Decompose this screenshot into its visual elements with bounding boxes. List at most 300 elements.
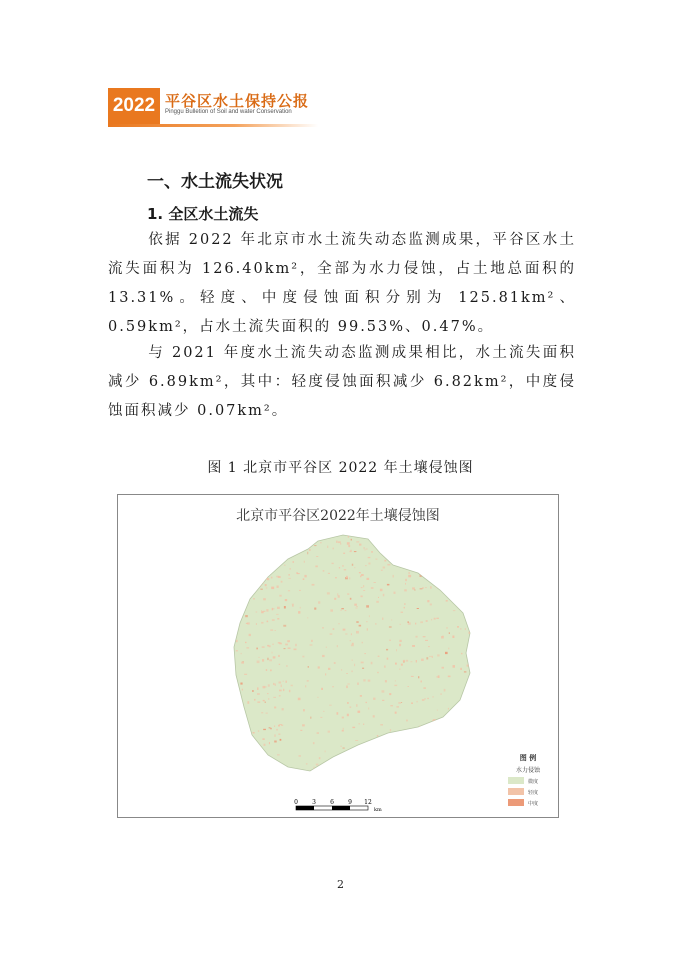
erosion-patch [463,737,464,738]
erosion-patch [450,547,452,549]
erosion-patch [403,660,405,662]
erosion-patch [378,656,380,657]
erosion-patch [408,686,409,687]
erosion-patch [245,642,247,643]
erosion-patch [279,595,281,597]
erosion-patch [431,619,432,621]
erosion-patch [395,663,397,665]
erosion-patch [288,648,291,649]
erosion-patch [428,646,430,647]
erosion-patch [279,724,282,725]
erosion-patch [253,747,254,749]
erosion-patch [462,707,465,708]
erosion-patch [272,652,273,654]
legend-swatch-slight [508,777,524,784]
erosion-patch [373,541,374,542]
erosion-patch [368,708,369,710]
erosion-patch [423,539,425,540]
legend-title: 图 例 [519,753,537,762]
erosion-patch [265,702,266,703]
erosion-patch [281,581,283,583]
erosion-patch [257,687,258,690]
erosion-patch [421,681,422,683]
erosion-patch [261,622,263,624]
erosion-patch [373,715,375,717]
erosion-patch [304,561,305,563]
erosion-patch [467,535,468,537]
erosion-patch [246,593,248,596]
erosion-patch [345,752,347,755]
paragraph-1-text: 依据 2022 年北京市水土流失动态监测成果，平谷区水土流失面积为 126.40km²，全部为水力侵蚀，占土地总面积的 13.31%。轻度、中度侵蚀面积分别为 125.81km²、0.59km²，占水土流失面积的 99.53%、0.47%。 [108,232,576,335]
erosion-patch [327,546,328,548]
erosion-patch [321,537,322,539]
erosion-patch [249,634,251,636]
erosion-patch [257,759,260,761]
erosion-patch [397,748,399,750]
legend-label-light: 轻度 [528,790,539,796]
erosion-patch [316,764,319,766]
erosion-patch [399,669,400,670]
erosion-patch [273,656,276,658]
erosion-patch [464,542,467,543]
legend-swatch-light [508,788,524,795]
erosion-patch [353,757,354,758]
erosion-patch [409,572,410,574]
erosion-patch [253,536,255,538]
erosion-patch [352,750,354,752]
header-subtitle: Pinggu Bulletion of Soil and water Conservation [165,109,292,115]
erosion-patch [468,750,470,752]
erosion-patch [342,730,344,732]
erosion-patch [354,604,357,606]
header-title: 平谷区水土保持公报 [165,92,310,110]
erosion-patch [406,660,408,662]
erosion-patch [272,536,275,539]
erosion-patch [289,568,291,569]
erosion-patch [312,535,314,537]
erosion-patch [427,767,430,769]
erosion-patch [257,649,258,650]
erosion-patch [240,562,241,565]
erosion-patch [318,697,319,698]
erosion-patch [366,605,369,607]
erosion-patch [279,664,280,665]
erosion-patch [447,545,449,546]
erosion-patch [435,537,436,540]
erosion-patch [408,621,409,622]
erosion-patch [340,543,341,545]
erosion-patch [438,675,440,678]
erosion-patch [462,569,465,572]
erosion-patch [276,729,278,731]
erosion-patch [392,752,393,754]
erosion-patch [405,583,406,585]
erosion-patch [368,557,371,558]
erosion-patch [437,710,438,711]
page-number: 2 [337,878,344,891]
erosion-patch [304,575,306,578]
erosion-patch [410,555,412,556]
erosion-patch [444,689,446,692]
erosion-patch [266,588,268,589]
erosion-patch [268,698,269,699]
erosion-patch [451,593,452,595]
erosion-patch [460,668,462,670]
erosion-patch [333,548,334,550]
erosion-patch [344,569,347,570]
erosion-patch [259,657,260,658]
erosion-patch [407,745,409,747]
erosion-patch [347,542,350,545]
erosion-patch [376,535,377,537]
erosion-patch [266,669,267,671]
erosion-patch [426,657,428,659]
erosion-patch [359,771,361,773]
erosion-patch [382,618,383,620]
erosion-patch [241,603,242,605]
erosion-patch [282,550,284,551]
erosion-patch [335,577,337,578]
erosion-patch [252,738,253,739]
erosion-patch [252,546,253,547]
erosion-patch [235,756,237,757]
erosion-patch [257,693,260,695]
erosion-patch [365,550,366,551]
erosion-patch [291,685,293,687]
erosion-patch [283,689,284,691]
erosion-patch [352,660,353,661]
erosion-patch [414,590,415,591]
erosion-patch [366,621,367,622]
erosion-patch [389,626,392,627]
erosion-patch [303,709,305,711]
erosion-patch [302,656,304,658]
erosion-patch [457,600,458,602]
erosion-patch [264,744,266,746]
scale-tick-6: 6 [330,799,334,806]
erosion-patch [398,562,399,563]
erosion-patch [389,693,391,695]
erosion-patch [413,549,415,551]
erosion-patch [463,553,465,554]
erosion-patch [356,606,357,607]
erosion-patch [356,541,359,542]
erosion-patch [288,590,290,591]
erosion-patch [266,713,268,714]
erosion-patch [274,726,275,727]
erosion-patch [403,731,405,733]
header-year-badge: 2022 [108,88,160,124]
erosion-patch [342,565,343,567]
erosion-patch [449,632,450,634]
erosion-patch [314,545,316,546]
erosion-patch [310,717,311,719]
map-legend [508,753,541,807]
erosion-patch [285,599,287,601]
legend-label-moderate: 中度 [528,801,539,807]
erosion-patch [240,591,243,593]
erosion-patch [362,642,363,644]
erosion-patch [307,680,309,681]
erosion-patch [467,752,470,754]
erosion-patch [276,535,277,537]
erosion-patch [436,618,439,619]
erosion-patch [289,542,290,544]
erosion-patch [286,665,287,666]
erosion-patch [259,540,262,541]
erosion-patch [301,548,303,550]
erosion-patch [295,644,297,646]
map-graphic [118,495,558,817]
erosion-patch [432,569,433,570]
erosion-patch [466,615,467,617]
erosion-patch [402,767,404,768]
erosion-patch [367,578,370,580]
erosion-patch [389,542,391,543]
erosion-patch [418,540,419,541]
erosion-patch [419,560,422,562]
erosion-patch [401,664,403,666]
erosion-patch [375,623,376,625]
erosion-patch [280,739,282,741]
erosion-patch [275,538,277,539]
erosion-patch [277,754,280,755]
erosion-patch [422,539,423,541]
erosion-patch [441,693,442,694]
erosion-patch [366,549,368,550]
erosion-patch [351,539,352,541]
erosion-patch [448,648,449,650]
erosion-patch [423,687,426,689]
erosion-patch [342,717,344,719]
erosion-patch [239,587,240,589]
erosion-patch [284,606,286,609]
erosion-patch [265,584,267,586]
erosion-patch [391,619,392,620]
erosion-patch [355,608,357,609]
erosion-patch [425,640,428,641]
erosion-patch [362,668,364,669]
erosion-patch [269,556,270,557]
erosion-patch [411,702,413,704]
erosion-patch [438,584,439,585]
erosion-patch [387,564,390,566]
erosion-patch [368,762,371,763]
erosion-patch [350,706,352,708]
erosion-patch [442,635,443,637]
erosion-patch [249,744,251,747]
erosion-patch [361,596,363,598]
erosion-patch [356,631,359,634]
erosion-patch [264,535,267,537]
erosion-patch [256,623,257,625]
erosion-patch [389,640,390,641]
erosion-patch [264,539,266,540]
erosion-patch [457,740,459,742]
erosion-patch [260,561,263,563]
erosion-patch [328,731,330,733]
erosion-patch [307,618,308,619]
erosion-patch [356,704,357,707]
erosion-patch [392,541,394,544]
erosion-patch [337,645,338,647]
scale-tick-12: 12 [364,799,372,806]
erosion-patch [429,656,432,657]
erosion-patch [364,653,366,654]
erosion-patch [263,686,266,688]
erosion-patch [243,747,246,749]
erosion-patch [430,604,432,606]
erosion-patch [381,543,383,544]
erosion-patch [382,700,384,701]
erosion-patch [428,742,430,744]
erosion-patch [360,695,362,697]
erosion-patch [267,658,268,660]
erosion-patch [439,547,440,549]
erosion-patch [277,607,280,609]
erosion-patch [289,690,291,692]
erosion-patch [257,701,260,703]
erosion-patch [242,689,243,691]
erosion-patch [347,684,350,685]
erosion-patch [338,623,339,624]
erosion-patch [326,647,327,648]
erosion-patch [446,600,448,602]
erosion-patch [259,553,260,554]
erosion-patch [377,672,378,673]
erosion-patch [235,764,237,765]
erosion-patch [330,634,333,635]
erosion-patch [317,732,319,733]
erosion-patch [309,549,311,551]
erosion-patch [417,608,419,609]
erosion-patch [285,681,287,683]
erosion-patch [316,556,318,557]
erosion-patch [378,597,379,598]
erosion-patch [435,558,438,560]
erosion-patch [237,733,239,734]
erosion-patch [241,662,244,664]
erosion-patch [464,556,465,557]
erosion-patch [361,574,364,576]
erosion-patch [404,603,406,604]
erosion-patch [243,536,244,538]
erosion-patch [270,551,272,552]
erosion-patch [365,565,367,566]
erosion-patch [272,544,273,546]
erosion-patch [422,699,425,700]
erosion-patch [345,610,347,611]
erosion-patch [283,625,286,627]
erosion-patch [262,738,264,740]
erosion-patch [254,541,255,542]
erosion-patch [368,680,371,682]
erosion-patch [285,644,288,646]
erosion-patch [332,759,334,761]
erosion-patch [256,612,258,613]
erosion-patch [334,662,336,664]
erosion-patch [389,539,390,542]
erosion-patch [262,646,265,648]
erosion-patch [278,642,281,643]
erosion-patch [453,539,455,540]
erosion-patch [325,673,326,675]
erosion-patch [387,543,389,544]
erosion-patch [387,584,390,586]
erosion-patch [306,763,308,764]
erosion-patch [385,738,388,739]
erosion-patch [287,640,290,642]
erosion-patch [451,757,452,759]
erosion-patch [270,559,271,561]
erosion-patch [457,626,459,628]
erosion-patch [458,566,460,568]
erosion-patch [395,680,396,681]
erosion-patch [248,730,251,733]
paragraph-1 [108,226,576,342]
erosion-patch [343,629,346,631]
erosion-patch [401,612,403,613]
erosion-patch [338,541,341,543]
erosion-patch [339,567,340,568]
erosion-patch [302,724,305,726]
erosion-patch [280,770,282,772]
erosion-patch [256,559,257,561]
erosion-patch [265,557,268,560]
erosion-map [117,494,559,818]
erosion-patch [308,539,310,540]
scale-tick-0: 0 [294,799,298,806]
erosion-patch [387,658,389,660]
erosion-patch [404,607,405,609]
erosion-patch [436,739,438,741]
erosion-patch [350,640,351,641]
erosion-patch [414,536,416,538]
erosion-patch [356,621,358,623]
erosion-patch [363,590,365,591]
erosion-patch [320,542,322,543]
erosion-patch [410,552,411,553]
erosion-patch [398,702,401,703]
erosion-patch [413,561,415,563]
erosion-patch [383,594,385,597]
erosion-patch [446,572,447,573]
erosion-patch [247,570,249,572]
erosion-patch [434,572,436,573]
erosion-patch [272,552,274,553]
erosion-patch [274,707,276,709]
erosion-patch [345,634,347,635]
erosion-patch [343,748,345,749]
erosion-patch [354,664,355,667]
erosion-patch [361,662,364,664]
erosion-patch [261,610,262,611]
erosion-patch [259,536,262,537]
erosion-patch [443,556,446,558]
erosion-patch [261,712,263,713]
scale-unit: km [374,807,382,813]
legend-label-slight: 微度 [528,779,539,785]
erosion-patch [260,589,262,590]
erosion-patch [423,549,424,551]
erosion-patch [354,770,356,772]
erosion-patch [429,766,430,769]
erosion-patch [244,674,247,675]
erosion-patch [276,551,277,552]
erosion-patch [278,655,280,657]
erosion-patch [378,745,381,747]
erosion-patch [437,545,440,547]
